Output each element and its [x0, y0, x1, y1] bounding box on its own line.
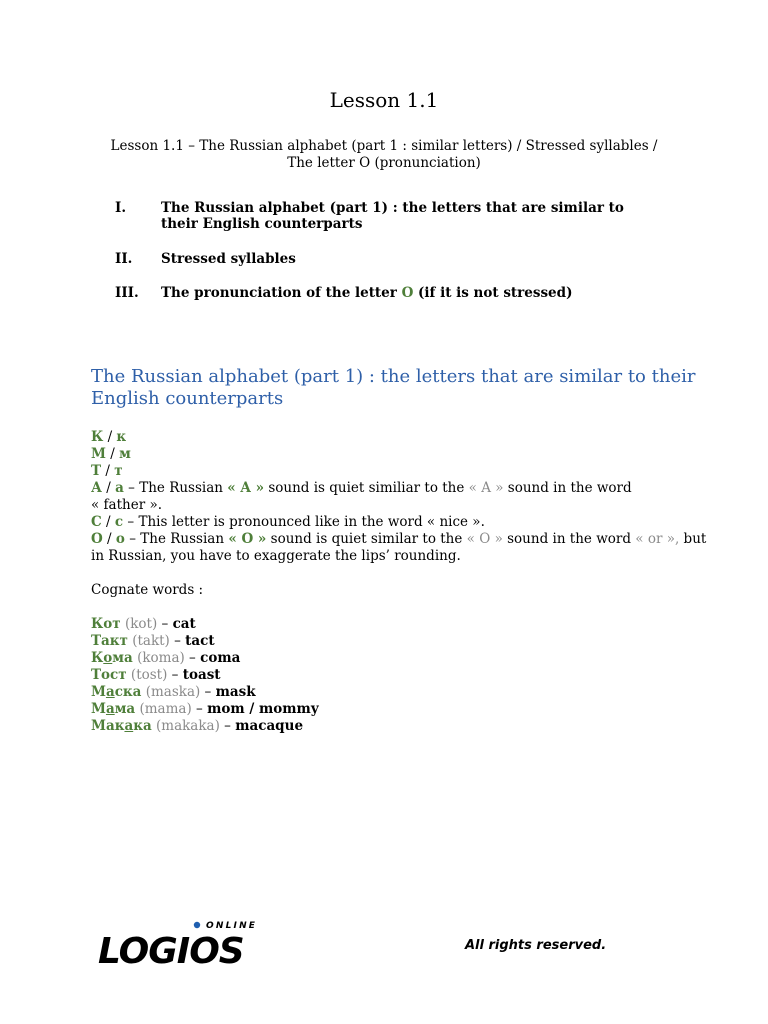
toc-text: The pronunciation of the letter O (if it is not stressed) — [161, 285, 573, 301]
cognate-item: Кот (kot) – cat — [91, 616, 196, 632]
toc-text: Stressed syllables — [161, 251, 296, 267]
section-heading: The Russian alphabet (part 1) : the letters that are similar to their English counterparts — [91, 366, 696, 409]
toc-number: I. — [115, 200, 127, 216]
toc-number: III. — [115, 285, 139, 301]
letter-pair-o: О / о – The Russian « O » sound is quiet similar to the « O » sound in the word « or », but in Russian, you have to exaggerate the lips’ rounding. — [91, 531, 707, 564]
svg-text:ONLINE: ONLINE — [206, 921, 258, 931]
cognate-item: Тост (tost) – toast — [91, 667, 221, 683]
cognate-item: Мама (mama) – mom / mommy — [91, 701, 319, 717]
letter-pair-t: Т / т — [91, 463, 123, 479]
cognate-item: Такт (takt) – tact — [91, 633, 215, 649]
lesson-subtitle: Lesson 1.1 – The Russian alphabet (part 1 : similar letters) / Stressed syllables / The letter O (pronunciation) — [110, 138, 658, 171]
letters-block — [91, 429, 711, 735]
svg-text:LOGIOS: LOGIOS — [98, 931, 244, 968]
letter-pair-a: А / а – The Russian « A » sound is quiet similiar to the « A » sound in the word — [91, 480, 632, 496]
copyright-notice: All rights reserved. — [465, 938, 607, 953]
cognate-item: Маска (maska) – mask — [91, 684, 256, 700]
toc-text: The Russian alphabet (part 1) : the letters that are similar to their English counterparts — [161, 200, 624, 232]
letter-a-example: « father ». — [91, 497, 163, 513]
toc-number: II. — [115, 251, 133, 267]
letter-pair-m: М / м — [91, 446, 131, 462]
letter-o-highlight: O — [401, 285, 414, 301]
letter-pair-c: С / с – This letter is pronounced like in the word « nice ». — [91, 514, 485, 530]
page-title: Lesson 1.1 — [329, 88, 439, 112]
logios-logo — [96, 918, 278, 968]
letter-pair-k: К / к — [91, 429, 127, 445]
cognate-item: Макака (makaka) – macaque — [91, 718, 304, 734]
cognates-label: Cognate words : — [91, 582, 204, 598]
cognate-item: Кома (koma) – coma — [91, 650, 241, 666]
